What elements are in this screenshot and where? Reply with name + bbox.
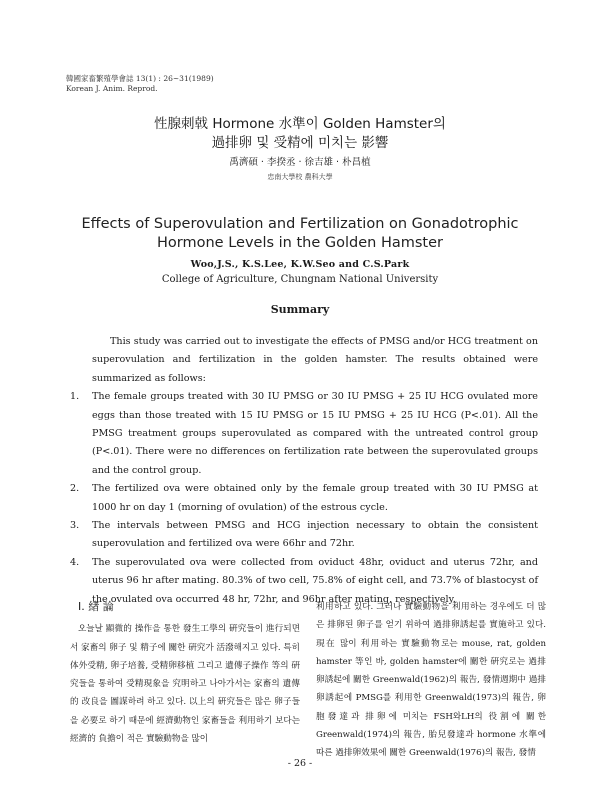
result-text: The superovulated ova were collected from oviduct 48hr, oviduct and uterus 72hr, and uterus 96 hr after mating. 80.3% of two cell, 75.8% of eight cell, and 73.7% of blastocyst of the ovulated ova occurred 48 hr, 72hr, and 96hr after mating, respectively. xyxy=(92,556,538,605)
introduction-text-left: 오늘날 顯微的 操作을 통한 發生工學의 硏究들이 進行되면서 家畜의 卵子 및 精子에 關한 硏究가 活潑해지고 있다. 특히 体外受精, 卵子培養, 受精卵移植 그리고 遺傳子操作 等의 硏究들을 통하여 受精現象을 究明하고 나아가서는 家畜의 遺傳的 改良을 圖謀하려 하고 있다. 以上의 硏究들은 많은 卵子들을 必要로 하기 때문에 經濟動物인 家畜들을 利用하기 보다는 經濟的 負擔이 적은 實驗動物을 많이 xyxy=(70,624,300,745)
english-affiliation: College of Agriculture, Chungnam National University xyxy=(161,274,439,285)
english-title-line-2: Hormone Levels in the Golden Hamster xyxy=(157,235,443,251)
english-title-line-1: Effects of Superovulation and Fertilization on Gonadotrophic xyxy=(81,216,519,232)
result-item xyxy=(70,480,538,517)
result-number: 4. xyxy=(70,556,80,568)
result-text: The female groups treated with 30 IU PMSG or 30 IU PMSG + 25 IU HCG ovulated more eggs than those treated with 15 IU PMSG or 15 IU PMSG + 25 IU HCG (P<.01). All the PMSG treatment groups superovulated as compared with the untreated control group (P<.01). There were no differences on fertilization rate between the superovulated groups and the control group. xyxy=(92,391,538,476)
page-number: - 26 - xyxy=(287,758,313,769)
introduction-text-right: 利用하고 있다. 그러나 實驗動物을 利用하는 경우에도 더 많은 排卵된 卵子를 얻기 위하여 過排卵誘起를 實施하고 있다. 現在 많이 利用하는 實驗動物로는 mouse, rat, golden hamster 等인 바, golden hamster에 關한 硏究로는 過排卵誘起에 關한 Greenwald(1962)의 報告, 發情週期中 過排卵誘起에 PMSG를 利用한 Greenwald(1973)의 報告, 卵胞發達과 排卵에 미치는 FSH와LH의 役割에 關한 Greenwald(1974)의 報告, 胎兒發達과 hormone 水準에따른 過排卵效果에 關한 Greenwald(1976)의 報告, 發情 xyxy=(316,602,546,759)
summary-heading: Summary xyxy=(270,303,330,316)
result-item xyxy=(70,388,538,480)
result-number: 2. xyxy=(70,483,80,495)
introduction-right-column xyxy=(316,598,546,763)
journal-name-en: Korean J. Anim. Reprod. xyxy=(66,84,158,93)
section-heading: I. 緖 論 xyxy=(78,600,114,613)
korean-title-line-2: 過排卵 및 受精에 미치는 影響 xyxy=(211,135,389,151)
english-authors: Woo,J.S., K.S.Lee, K.W.Seo and C.S.Park xyxy=(190,259,410,270)
result-number: 1. xyxy=(70,391,80,403)
journal-citation-kr: 韓國家畜繁殖學會誌 13(1) : 26~31(1989) xyxy=(66,74,214,83)
result-number: 3. xyxy=(70,520,80,532)
journal-header xyxy=(66,74,214,94)
introduction-left-column xyxy=(70,598,300,748)
korean-authors: 禹濟碩 · 李揆丞 · 徐吉雄 · 朴昌植 xyxy=(229,157,371,168)
summary-intro: This study was carried out to investigate the effects of PMSG and/or HCG treatment on superovulation and fertilization in the golden hamster. The results obtained were summarized as follows: xyxy=(92,336,538,384)
result-text: The fertilized ova were obtained only by the female group treated with 30 IU PMSG at 1000 hr on day 1 (morning of ovulation) of the estrous cycle. xyxy=(92,483,538,513)
result-item xyxy=(70,517,538,554)
korean-title-line-1: 性腺刺戟 Hormone 水準이 Golden Hamster의 xyxy=(154,116,446,132)
result-text: The intervals between PMSG and HCG injection necessary to obtain the consistent superovulation and fertilized ova were 66hr and 72hr. xyxy=(92,520,538,550)
korean-affiliation: 忠南大學校 農科大學 xyxy=(267,173,333,181)
